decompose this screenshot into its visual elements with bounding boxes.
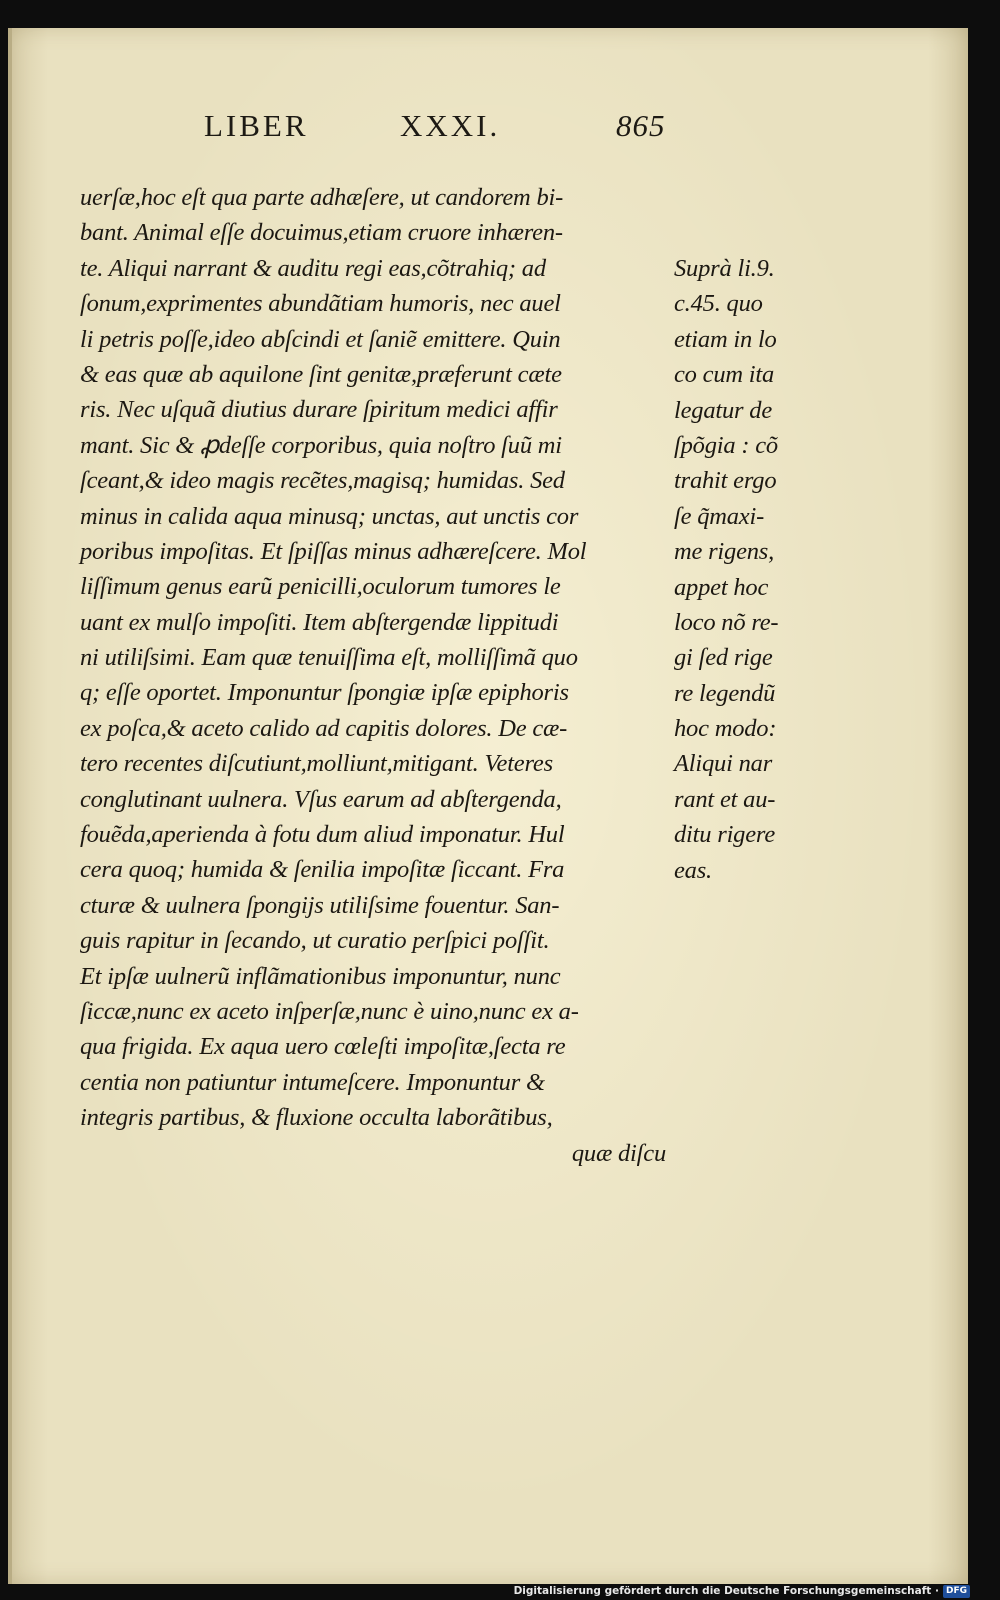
marginal-note-line: rant et au- <box>674 785 776 813</box>
text-line: tero recentes diſcutiunt,molliunt,mitigant. Veteres <box>80 750 553 778</box>
text-line: conglutinant uulnera. Vſus earum ad abſtergenda, <box>80 785 562 813</box>
marginal-note-line: Suprà li.9. <box>674 255 775 282</box>
marginal-note-line: loco nõ re- <box>674 608 779 636</box>
marginal-note-line: ſe q̃maxi- <box>674 502 765 530</box>
marginal-note-line: me rigens, <box>674 538 775 566</box>
dfg-logo: DFG <box>943 1585 970 1598</box>
marginal-note-line: appet hoc <box>674 573 769 601</box>
marginal-note-line: ſpõgia : cõ <box>674 431 778 459</box>
page-number: 865 <box>616 108 666 143</box>
text-line: ex poſca,& aceto calido ad capitis dolores. De cæ- <box>80 714 568 742</box>
marginal-note-line: c.45. quo <box>674 290 763 318</box>
marginal-note-line: gi ſed rige <box>674 644 773 672</box>
text-line: cera quoq; humida & ſenilia impoſitæ ſiccant. Fra <box>80 856 565 884</box>
marginal-note-line: re legendũ <box>674 679 776 707</box>
text-line: & eas quæ ab aquilone ſint genitæ,præferunt cæte <box>80 360 562 388</box>
marginal-note <box>674 251 804 888</box>
text-line: quæ diſcu <box>571 1139 666 1167</box>
marginal-note-line: trahit ergo <box>674 467 777 495</box>
marginal-note-line: legatur de <box>674 396 773 424</box>
text-line: ſonum,exprimentes abundãtiam humoris, nec auel <box>80 290 561 318</box>
text-line: ſceant,& ideo magis recẽtes,magisq; humidas. Sed <box>80 467 565 495</box>
text-line: integris partibus, & fluxione occulta laborãtibus, <box>80 1104 553 1132</box>
text-line: te. Aliqui narrant & auditu regi eas,cõtrahiq; ad <box>80 254 546 282</box>
marginal-note-line: ditu rigere <box>674 821 776 849</box>
marginal-note-line: hoc modo: <box>674 715 777 743</box>
credit-text: Digitalisierung gefördert durch die Deutsche Forschungsgemeinschaft · <box>513 1585 939 1597</box>
text-line: qua frigida. Ex aqua uero cœleſti impoſitæ,ſecta re <box>80 1033 566 1061</box>
text-line: mant. Sic & ꝓdeſſe corporibus, quia noſtro ſuũ mi <box>80 431 562 459</box>
text-line: fouẽda,aperienda à fotu dum aliud imponatur. Hul <box>80 821 565 849</box>
text-line: ſiccæ,nunc ex aceto inſperſæ,nunc è uino,nunc ex a- <box>80 997 579 1025</box>
text-line: q; eſſe oportet. Imponuntur ſpongiæ ipſæ epiphoris <box>80 679 569 707</box>
marginal-note-line: eas. <box>674 856 712 884</box>
text-line: centia non patiuntur intumeſcere. Imponuntur & <box>80 1068 545 1096</box>
text-line: uerſæ,hoc eſt qua parte adhæſere, ut candorem bi- <box>80 184 564 211</box>
text-line: ris. Nec uſquã diutius durare ſpiritum medici affir <box>80 396 558 424</box>
main-text-block <box>80 180 670 1171</box>
page-edge <box>8 28 12 1584</box>
text-line: li petris poſſe,ideo abſcindi et ſaniẽ emittere. Quin <box>80 325 561 353</box>
text-line: poribus impoſitas. Et ſpiſſas minus adhæreſcere. Mol <box>80 537 587 565</box>
text-line: minus in calida aqua minusq; unctas, aut unctis cor <box>80 502 579 530</box>
text-line: ni utiliſsimi. Eam quæ tenuiſſima eſt, molliſſimã quo <box>80 644 578 672</box>
text-line: Et ipſæ uulnerũ inflãmationibus imponuntur, nunc <box>80 962 561 990</box>
text-line: uant ex mulſo impoſiti. Item abſtergendæ lippitudi <box>80 608 559 636</box>
marginal-note-line: Aliqui nar <box>674 750 773 778</box>
running-head-book-number: XXXI. <box>400 108 501 143</box>
digitization-credit <box>514 1583 970 1599</box>
text-line: bant. Animal eſſe docuimus,etiam cruore inhæren- <box>80 219 563 247</box>
marginal-note-line: etiam in lo <box>674 325 777 353</box>
marginal-note-line: co cum ita <box>674 361 775 389</box>
text-line: cturæ & uulnera ſpongijs utiliſsime fouentur. San- <box>80 891 560 919</box>
text-line: liſſimum genus earũ penicilli,oculorum tumores le <box>80 573 561 601</box>
running-head-liber: LIBER <box>204 108 309 143</box>
text-line: guis rapitur in ſecando, ut curatio perſpici poſſit. <box>80 927 550 955</box>
